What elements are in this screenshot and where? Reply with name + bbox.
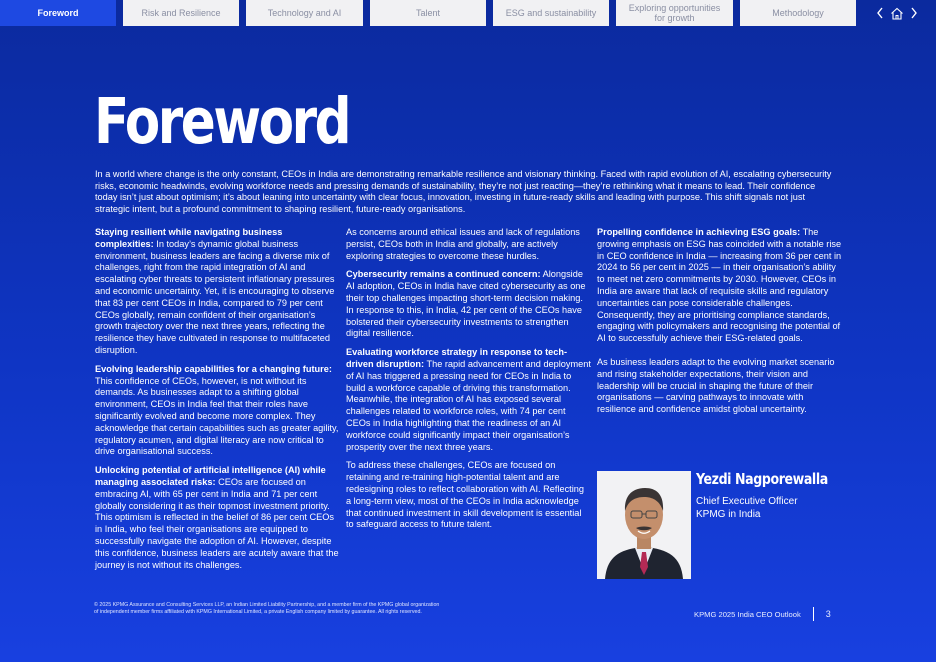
paragraph: Cybersecurity remains a continued concern: Alongside AI adoption, CEOs in India have cited cybersecurity as one their top challenges impacting short-term decision making. In response to this, in India, 42 per cent of the CEOs have bolstered their cybersecurity investments to strengthen digital resilience. [346,269,586,339]
signatory-role [696,495,798,521]
paragraph: To address these challenges, CEOs are focused on retaining and re-training high-potential talent and are redesigning roles to reflect collaboration with AI. Reflecting a long-term view, most of the CEOs in India acknowledge that continued investment in skill development is essential to safeguard access to future talent. [346,460,584,530]
page-title: Foreword [94,85,350,158]
paragraph: Evolving leadership capabilities for a changing future: This confidence of CEOs, however, is not without its demands. As businesses adapt to a shifting global environment, CEOs in India feel that their roles have significantly evolved and become more complex. They acknowledge that certain capabilities such as greater agility, regulatory acumen, and digital literacy are now critical to drive organisational success. [95,363,339,457]
column-3 [597,227,842,423]
chevron-right-icon[interactable] [910,7,918,19]
footer-divider [813,607,814,621]
tab-foreword[interactable]: Foreword [0,0,116,26]
legal-notice: © 2025 KPMG Assurance and Consulting Services LLP, an Indian Limited Liability Partnership, and a member firm of the KPMG global organization of independent member firms affiliated with KPMG International Limited, a private English company limited by guarantee. All rights reserved. [94,602,440,616]
column-1 [95,227,340,578]
signatory-name: Yezdi Nagporewalla [696,470,828,488]
publication-name: KPMG 2025 India CEO Outlook [694,609,801,619]
tab-risk-and-resilience[interactable]: Risk and Resilience [123,0,239,26]
chevron-left-icon[interactable] [876,7,884,19]
signatory-title: Chief Executive Officer [696,496,798,507]
tab-methodology[interactable]: Methodology [740,0,856,26]
tab-technology-and-ai[interactable]: Technology and AI [246,0,363,26]
paragraph: Propelling confidence in achieving ESG goals: The growing emphasis on ESG has coincided with a notable rise in CEO confidence in India — increasing from 36 per cent in 2024 to 56 per cent in 2025 — in their organisation’s ability to meet net zero commitments by 2030. However, CEOs in India are aware that lack of requisite skills and regulatory uncertainties can pose considerable challenges. Consequently, they are prioritising compliance standards, engaging with policymakers and recognising the potential of AI to successfully achieve their ESG-related goals. [597,227,842,344]
column-2 [346,227,591,538]
tab-talent[interactable]: Talent [370,0,486,26]
signatory-organisation: KPMG in India [696,509,761,520]
top-navigation [0,0,936,26]
page-number: 3 [825,609,831,619]
home-icon[interactable] [890,7,904,20]
paragraph: Staying resilient while navigating business complexities: In today’s dynamic global business environment, business leaders are facing a diverse mix of challenges, right from the rapid integration of AI and escalating cyber threats to persistent inflationary pressures and economic uncertainty. Yet, it is encouraging to observe that 83 per cent CEOs in India, compared to 79 per cent CEOs globally, remain confident of their organisation’s growth trajectory over the next three years, reflecting the resilience they have cultivated in response to multifaceted disruption. [95,227,335,355]
ceo-portrait [597,471,691,579]
intro-paragraph: In a world where change is the only constant, CEOs in India are demonstrating remarkable resilience and visionary thinking. Faced with rapid evolution of AI, escalating cybersecurity risks, economic headwinds, evolving workforce needs and pressing demands of sustainability, they’re not just reacting—they’re rethinking what it means to lead. Their confidence today isn’t just about optimism; it’s about leaning into uncertainty with clear focus, innovation, investing in future-ready skills and leading with purpose. This shift signals not just strategic intent, but a profound commitment to shaping resilient, future-ready organisations. [95,169,832,214]
paragraph: As concerns around ethical issues and lack of regulations persist, CEOs both in India and globally, are actively exploring strategies to overcome these hurdles. [346,227,580,261]
paragraph: As business leaders adapt to the evolving market scenario and rising stakeholder expectations, their vision and leadership will be crucial in shaping the future of their organisations — carving pathways to innovate with resilience and confidence amidst global uncertainty. [597,356,835,415]
tab-exploring-opportunities[interactable]: Exploring opportunities for growth [616,0,733,26]
tab-esg-and-sustainability[interactable]: ESG and sustainability [493,0,609,26]
page-navigation-controls [872,0,922,26]
paragraph: Unlocking potential of artificial intelligence (AI) while managing associated risks: CEOs are focused on embracing AI, with 65 per cent in India and 71 per cent globally considering it as their topmost investment priority. This optimism is reflected in the belief of 86 per cent CEOs in India, who feel their organisations are equipped to successfully navigate the adoption of AI. However, despite this confidence, business leaders are acutely aware that the journey is not without its challenges. [95,465,339,570]
paragraph: Evaluating workforce strategy in response to tech-driven disruption: The rapid advancement and deployment of AI has triggered a pressing need for CEOs in India to build a workforce capable of driving this transformation. Meanwhile, the integration of AI has exposed several challenges related to workforce roles, with 74 per cent CEOs in India highlighting that the readiness of an AI workforce could significantly impact their organisation’s prosperity over the next three years. [346,347,591,452]
footer-meta [694,606,831,622]
